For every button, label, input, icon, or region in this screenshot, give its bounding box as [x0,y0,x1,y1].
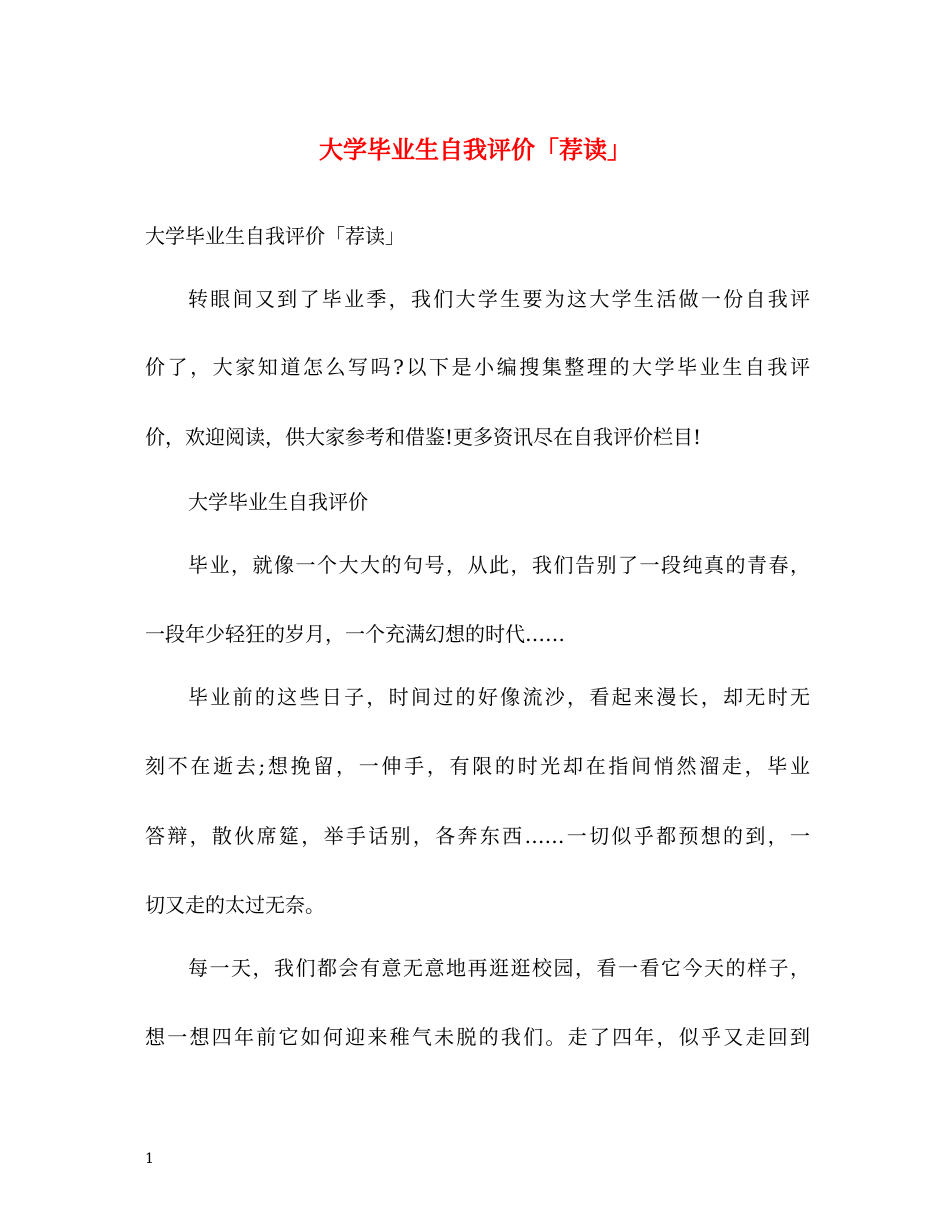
subtitle-line: 大学毕业生自我评价「荐读」 [145,224,405,248]
paragraph-line: 想一想四年前它如何迎来稚气未脱的我们。走了四年，似乎又走回到 [145,1025,810,1049]
paragraph-line: 毕业前的这些日子，时间过的好像流沙，看起来漫长，却无时无 [188,685,810,709]
paragraph-line: 答辩，散伙席筵，举手话别，各奔东西……一切似乎都预想的到，一 [145,824,810,848]
paragraph-line: 一段年少轻狂的岁月，一个充满幻想的时代…… [145,622,565,646]
paragraph-line: 每一天，我们都会有意无意地再逛逛校园，看一看它今天的样子， [188,956,810,980]
document-title: 大学毕业生自我评价「荐读」 [319,135,631,164]
paragraph-line: 价，欢迎阅读，供大家参考和借鉴!更多资讯尽在自我评价栏目! [145,425,702,449]
paragraph-line: 切又走的太过无奈。 [145,893,325,917]
section-heading: 大学毕业生自我评价 [188,490,368,514]
page-number: 1 [145,1151,154,1167]
paragraph-line: 刻不在逝去;想挽留，一伸手，有限的时光却在指间悄然溜走，毕业 [145,754,810,778]
paragraph-line: 价了，大家知道怎么写吗?以下是小编搜集整理的大学毕业生自我评 [145,355,810,379]
paragraph-line: 毕业，就像一个大大的句号，从此，我们告别了一段纯真的青春， [188,553,810,577]
paragraph-line: 转眼间又到了毕业季，我们大学生要为这大学生活做一份自我评 [188,287,810,311]
